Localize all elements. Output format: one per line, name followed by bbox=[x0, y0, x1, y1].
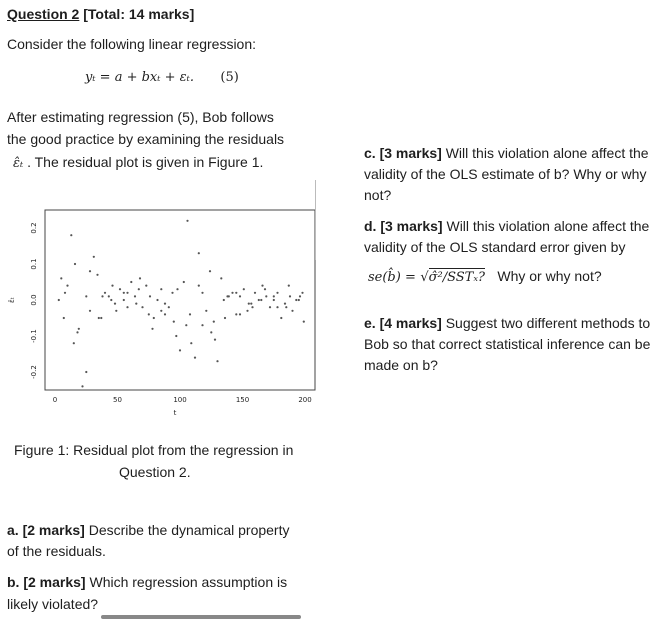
x-tick-label: 150 bbox=[235, 396, 250, 404]
part-d-line-1: Will this violation alone affect the bbox=[442, 218, 650, 234]
data-point bbox=[70, 234, 72, 236]
y-tick-label: -0.1 bbox=[30, 329, 38, 343]
part-a-line-1: Describe the dynamical property bbox=[84, 522, 290, 538]
data-point bbox=[145, 285, 147, 287]
data-point bbox=[153, 317, 155, 319]
y-tick-label: 0.0 bbox=[30, 294, 38, 306]
after-line-2: the good practice by examining the residuals bbox=[7, 131, 285, 147]
data-point bbox=[205, 310, 207, 312]
part-c-label: c. [3 marks] bbox=[364, 145, 442, 161]
data-point bbox=[85, 295, 87, 297]
data-point bbox=[171, 292, 173, 294]
data-point bbox=[126, 292, 128, 294]
data-point bbox=[81, 385, 83, 387]
part-b-line-1: Which regression assumption is bbox=[85, 574, 288, 590]
question-header bbox=[7, 4, 194, 25]
data-point bbox=[201, 292, 203, 294]
data-point bbox=[265, 295, 267, 297]
y-axis-label: ε̂ₜ bbox=[8, 297, 16, 303]
data-point bbox=[130, 281, 132, 283]
data-point bbox=[173, 321, 175, 323]
data-point bbox=[76, 331, 78, 333]
data-point bbox=[239, 295, 241, 297]
data-point bbox=[108, 295, 110, 297]
data-point bbox=[164, 303, 166, 305]
data-point bbox=[220, 277, 222, 279]
data-point bbox=[64, 292, 66, 294]
data-point bbox=[288, 285, 290, 287]
data-point bbox=[216, 360, 218, 362]
data-point bbox=[74, 263, 76, 265]
data-point bbox=[183, 281, 185, 283]
data-point bbox=[226, 295, 228, 297]
se-formula bbox=[368, 266, 602, 287]
data-point bbox=[168, 306, 170, 308]
se-radicand: σ̂²/SSTₓ? bbox=[428, 270, 485, 285]
equation-body: yₜ = a + bxₜ + εₜ. bbox=[85, 70, 194, 85]
part-c-line-2: validity of the OLS estimate of b? Why or why bbox=[364, 166, 647, 182]
data-point bbox=[264, 288, 266, 290]
part-d-line-2: validity of the OLS standard error given by bbox=[364, 239, 626, 255]
data-point bbox=[276, 292, 278, 294]
figure-caption-2: Question 2. bbox=[119, 464, 191, 480]
data-point bbox=[66, 285, 68, 287]
y-tick-label: 0.2 bbox=[30, 222, 38, 234]
data-point bbox=[246, 310, 248, 312]
data-point bbox=[261, 285, 263, 287]
residual-plot bbox=[0, 200, 320, 425]
x-tick-label: 0 bbox=[52, 396, 58, 404]
part-a-label: a. [2 marks] bbox=[7, 522, 85, 538]
data-point bbox=[85, 371, 87, 373]
data-point bbox=[134, 295, 136, 297]
part-c bbox=[364, 143, 649, 164]
data-point bbox=[60, 277, 62, 279]
data-point bbox=[301, 292, 303, 294]
data-point bbox=[89, 270, 91, 272]
x-axis-label: t bbox=[173, 409, 177, 417]
part-c-line-3: not? bbox=[364, 187, 392, 203]
data-point bbox=[251, 306, 253, 308]
data-point bbox=[258, 299, 260, 301]
question-title: Question 2 bbox=[7, 6, 80, 22]
data-point bbox=[114, 303, 116, 305]
data-point bbox=[111, 285, 113, 287]
data-point bbox=[201, 324, 203, 326]
data-point bbox=[179, 349, 181, 351]
data-point bbox=[295, 299, 297, 301]
data-point bbox=[138, 288, 140, 290]
data-point bbox=[156, 299, 158, 301]
data-point bbox=[189, 313, 191, 315]
data-point bbox=[96, 274, 98, 276]
data-point bbox=[235, 292, 237, 294]
after-line-1: After estimating regression (5), Bob follows bbox=[7, 109, 274, 125]
data-point bbox=[104, 292, 106, 294]
data-point bbox=[231, 292, 233, 294]
data-point bbox=[210, 331, 212, 333]
data-point bbox=[291, 310, 293, 312]
data-point bbox=[239, 313, 241, 315]
se-lhs: se(b̂) = bbox=[368, 270, 416, 285]
y-tick-label: -0.2 bbox=[30, 365, 38, 379]
data-point bbox=[160, 310, 162, 312]
data-point bbox=[224, 317, 226, 319]
se-tail: Why or why not? bbox=[497, 268, 602, 284]
figure-caption-1: Figure 1: Residual plot from the regression in bbox=[14, 442, 294, 458]
data-point bbox=[254, 292, 256, 294]
x-tick-label: 100 bbox=[173, 396, 187, 404]
data-point bbox=[280, 317, 282, 319]
data-point bbox=[141, 306, 143, 308]
part-b-label: b. [2 marks] bbox=[7, 574, 86, 590]
data-point bbox=[98, 317, 100, 319]
after-line-3-text: . The residual plot is given in Figure 1. bbox=[27, 154, 264, 170]
part-d-label: d. [3 marks] bbox=[364, 218, 443, 234]
data-point bbox=[273, 295, 275, 297]
data-point bbox=[248, 303, 250, 305]
data-point bbox=[185, 324, 187, 326]
data-point bbox=[135, 303, 137, 305]
divider-line bbox=[315, 180, 316, 260]
part-b-line-2: likely violated? bbox=[7, 596, 99, 612]
residual-symbol: ε̂ₜ bbox=[13, 156, 24, 171]
data-point bbox=[299, 295, 301, 297]
data-point bbox=[164, 313, 166, 315]
data-point bbox=[260, 299, 262, 301]
part-e-line-1: Suggest two different methods to bbox=[441, 315, 651, 331]
data-point bbox=[110, 299, 112, 301]
part-e bbox=[364, 313, 650, 334]
data-point bbox=[101, 295, 103, 297]
x-tick-label: 200 bbox=[298, 396, 312, 404]
data-point bbox=[198, 285, 200, 287]
data-point bbox=[269, 306, 271, 308]
data-point bbox=[123, 292, 125, 294]
data-point bbox=[160, 288, 162, 290]
intro-text: Consider the following linear regression: bbox=[7, 36, 257, 52]
data-point bbox=[209, 270, 211, 272]
part-e-line-2: Bob so that correct statistical inference can be bbox=[364, 336, 651, 352]
part-a-line-2: of the residuals. bbox=[7, 543, 106, 559]
data-point bbox=[198, 252, 200, 254]
data-point bbox=[100, 317, 102, 319]
data-point bbox=[190, 342, 192, 344]
data-point bbox=[89, 310, 91, 312]
regression-equation bbox=[85, 68, 239, 86]
data-point bbox=[284, 303, 286, 305]
x-tick-label: 50 bbox=[113, 396, 122, 404]
data-point bbox=[175, 335, 177, 337]
data-point bbox=[194, 357, 196, 359]
data-point bbox=[213, 321, 215, 323]
data-point bbox=[149, 295, 151, 297]
data-point bbox=[148, 313, 150, 315]
part-b bbox=[7, 572, 287, 593]
after-line-3 bbox=[7, 152, 263, 174]
part-d bbox=[364, 216, 649, 237]
data-point bbox=[235, 313, 237, 315]
data-point bbox=[243, 288, 245, 290]
y-tick-label: 0.1 bbox=[30, 258, 38, 270]
data-point bbox=[123, 299, 125, 301]
data-point bbox=[250, 303, 252, 305]
data-point bbox=[176, 288, 178, 290]
part-a bbox=[7, 520, 289, 541]
data-point bbox=[276, 306, 278, 308]
data-point bbox=[126, 306, 128, 308]
data-point bbox=[63, 317, 65, 319]
data-point bbox=[298, 299, 300, 301]
data-point bbox=[139, 277, 141, 279]
data-point bbox=[58, 299, 60, 301]
part-c-line-1: Will this violation alone affect the bbox=[441, 145, 649, 161]
data-point bbox=[119, 288, 121, 290]
data-point bbox=[273, 299, 275, 301]
data-point bbox=[115, 310, 117, 312]
equation-number: (5) bbox=[220, 70, 239, 85]
data-point bbox=[93, 256, 95, 258]
data-point bbox=[73, 342, 75, 344]
data-point bbox=[214, 339, 216, 341]
data-point bbox=[289, 295, 291, 297]
data-point bbox=[78, 328, 80, 330]
data-point bbox=[151, 328, 153, 330]
data-point bbox=[223, 299, 225, 301]
data-point bbox=[285, 306, 287, 308]
part-e-label: e. [4 marks] bbox=[364, 315, 442, 331]
data-point bbox=[303, 321, 305, 323]
horizontal-scrollbar[interactable] bbox=[101, 615, 301, 619]
data-point bbox=[186, 220, 188, 222]
sqrt-sign: √ bbox=[420, 270, 429, 285]
question-total: [Total: 14 marks] bbox=[83, 6, 195, 22]
part-e-line-3: made on b? bbox=[364, 357, 438, 373]
